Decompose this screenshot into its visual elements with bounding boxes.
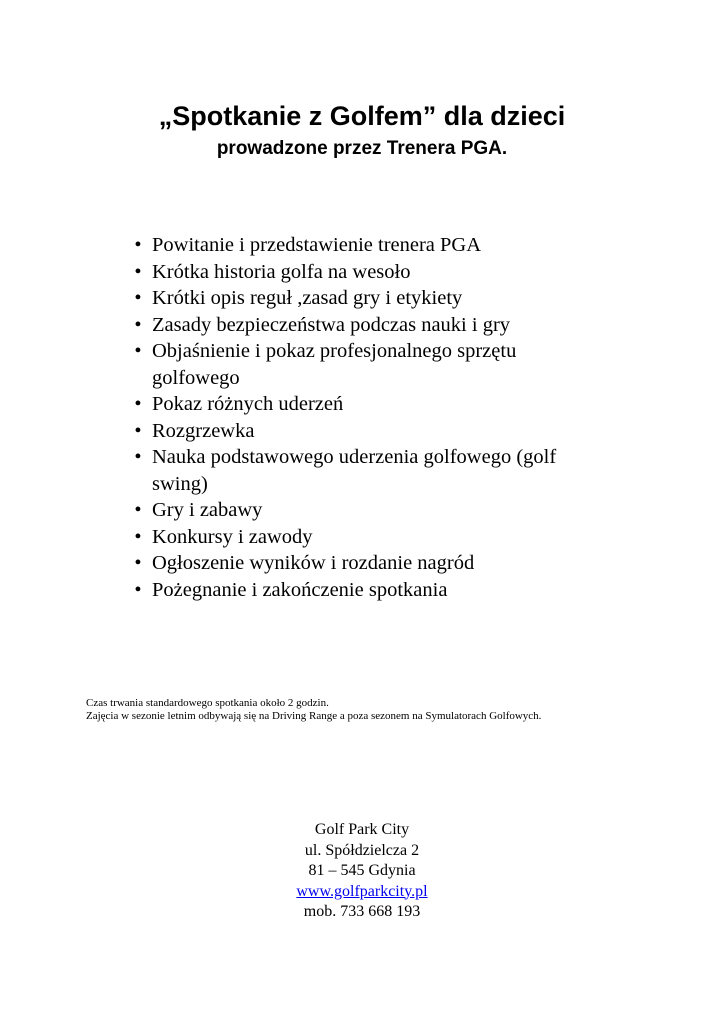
agenda-item-text: Powitanie i przedstawienie trenera PGA <box>152 234 482 256</box>
contact-city: 81 – 545 Gdynia <box>308 862 416 879</box>
bullet-icon: • <box>134 499 142 521</box>
agenda-item <box>128 418 568 445</box>
agenda-item-text: Objaśnienie i pokaz profesjonalnego sprzętu golfowego <box>152 340 517 389</box>
page-title: „Spotkanie z Golfem” dla dzieci <box>158 101 566 131</box>
bullet-icon: • <box>134 234 142 256</box>
bullet-icon: • <box>134 552 142 574</box>
agenda-item-text: Nauka podstawowego uderzenia golfowego (golf swing) <box>152 446 557 495</box>
agenda-item-text: Rozgrzewka <box>152 419 255 442</box>
agenda-item-text: Konkursy i zawody <box>152 525 313 548</box>
agenda-item-text: Gry i zabawy <box>152 499 263 521</box>
contact-name: Golf Park City <box>314 821 410 838</box>
duration-note: Czas trwania standardowego spotkania około 2 godzin. <box>86 697 329 709</box>
agenda-item <box>128 550 568 577</box>
agenda-item <box>128 338 568 391</box>
agenda-item-text: Pokaz różnych uderzeń <box>152 393 344 415</box>
agenda-item-text: Ogłoszenie wyników i rozdanie nagród <box>152 552 475 574</box>
agenda-item-text: Pożegnanie i zakończenie spotkania <box>152 578 448 601</box>
contact-phone: mob. 733 668 193 <box>303 903 421 920</box>
agenda-item <box>128 444 568 497</box>
contact-street: ul. Spółdzielcza 2 <box>304 841 420 859</box>
bullet-icon: • <box>134 260 142 283</box>
agenda-item <box>128 577 568 604</box>
bullet-icon: • <box>134 419 142 442</box>
agenda-item-text: Zasady bezpieczeństwa podczas nauki i gry <box>152 313 511 336</box>
agenda-item <box>128 232 568 259</box>
agenda-item <box>128 285 568 312</box>
agenda-list <box>128 232 568 603</box>
agenda-item-text: Krótka historia golfa na wesoło <box>152 260 411 283</box>
bullet-icon: • <box>134 393 142 415</box>
season-note: Zajęcia w sezonie letnim odbywają się na Driving Range a poza sezonem na Symulatorach Golfowych. <box>86 710 542 722</box>
bullet-icon: • <box>134 340 142 362</box>
agenda-item <box>128 497 568 524</box>
bullet-icon: • <box>134 578 142 601</box>
website-link[interactable]: www.golfparkcity.pl <box>296 882 428 900</box>
bullet-icon: • <box>134 313 142 336</box>
agenda-item-text: Krótki opis reguł ,zasad gry i etykiety <box>152 287 463 309</box>
agenda-item <box>128 312 568 339</box>
bullet-icon: • <box>134 525 142 548</box>
agenda-item <box>128 391 568 418</box>
agenda-item <box>128 524 568 551</box>
bullet-icon: • <box>134 446 142 468</box>
bullet-icon: • <box>134 287 142 309</box>
page-subtitle: prowadzone przez Trenera PGA. <box>216 138 508 159</box>
agenda-item <box>128 259 568 286</box>
contact-block <box>0 820 724 923</box>
